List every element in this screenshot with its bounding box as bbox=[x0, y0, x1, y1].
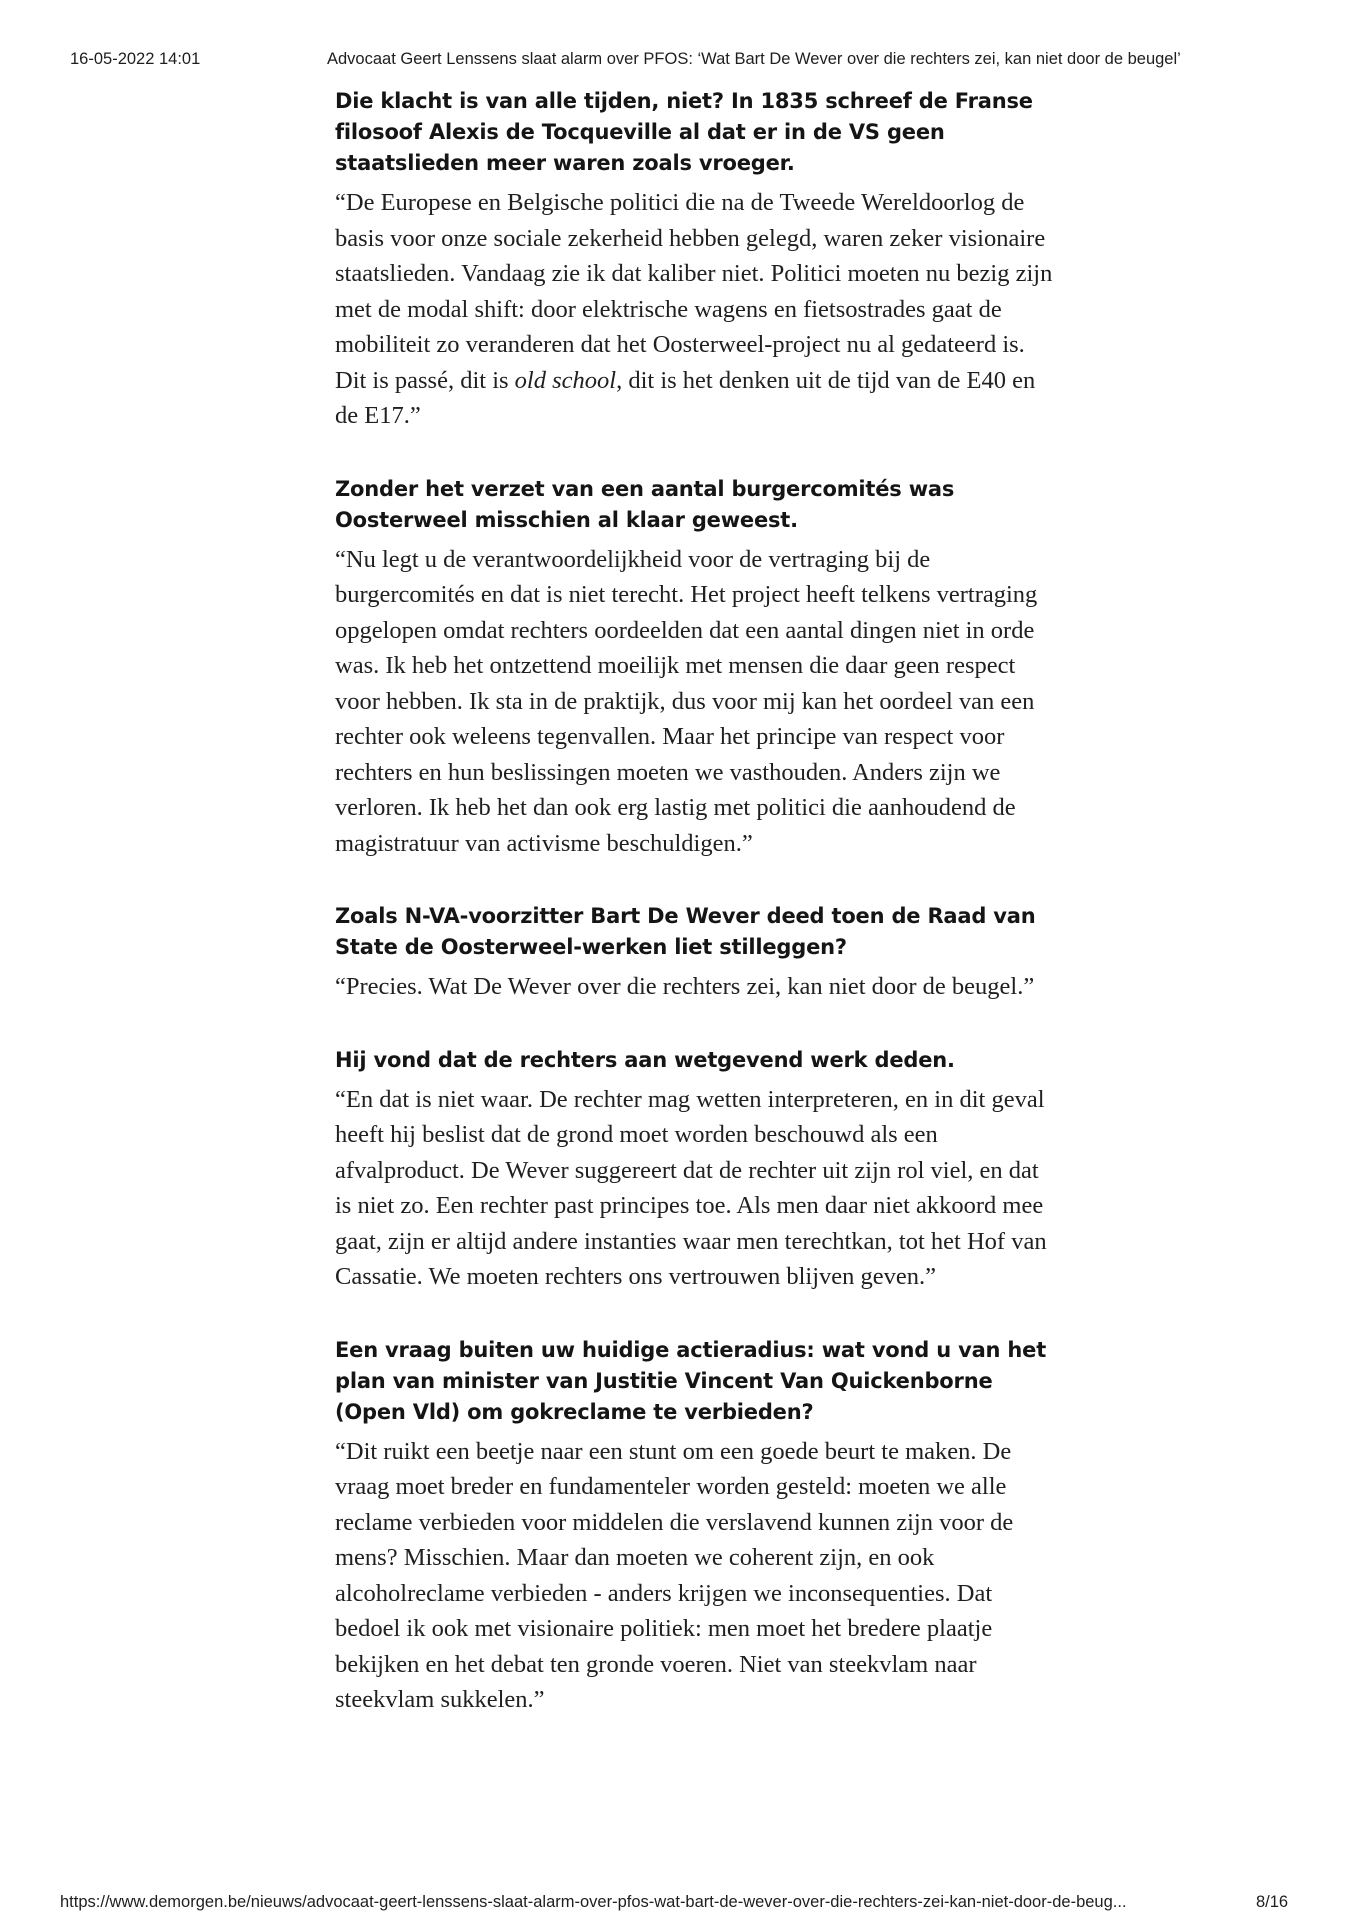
qa-block-4 bbox=[335, 1045, 1055, 1295]
print-footer bbox=[0, 1893, 1358, 1917]
interview-question: Zonder het verzet van een aantal burgercomités was Oosterweel misschien al klaar geweest. bbox=[335, 476, 955, 532]
interview-answer: “En dat is niet waar. De rechter mag wetten interpreteren, en in dit geval heeft hij beslist dat de grond moet worden beschouwd als een afvalproduct. De Wever suggereert dat de rechter uit zijn rol viel, en dat is niet zo. Een rechter past principes toe. Als men daar niet akkoord mee gaat, zijn er altijd andere instanties waar men terechtkan, tot het Hof van Cassatie. We moeten rechters ons vertrouwen blijven geven.” bbox=[335, 1085, 1047, 1290]
print-date: 16-05-2022 14:01 bbox=[70, 50, 201, 68]
print-page-title: Advocaat Geert Lenssens slaat alarm over PFOS: ‘Wat Bart De Wever over die rechters zei, kan niet door de beugel’ bbox=[327, 50, 1181, 68]
interview-question: Hij vond dat de rechters aan wetgevend werk deden. bbox=[335, 1047, 955, 1072]
qa-block-1 bbox=[335, 86, 1055, 434]
interview-answer: “Precies. Wat De Wever over die rechters zei, kan niet door de beugel.” bbox=[335, 973, 1035, 1000]
qa-block-3 bbox=[335, 901, 1055, 1005]
interview-question: Die klacht is van alle tijden, niet? In 1835 schreef de Franse filosoof Alexis de Tocqueville al dat er in de VS geen staatslieden meer waren zoals vroeger. bbox=[335, 89, 1033, 175]
print-page-number: 8/16 bbox=[1256, 1893, 1289, 1911]
answer-emphasis: old school bbox=[514, 366, 617, 394]
qa-block-5 bbox=[335, 1335, 1055, 1718]
interview-question: Een vraag buiten uw huidige actieradius: wat vond u van het plan van minister van Justitie Vincent Van Quickenborne (Open Vld) om gokreclame te verbieden? bbox=[335, 1337, 1047, 1424]
interview-question: Zoals N-VA-voorzitter Bart De Wever deed toen de Raad van State de Oosterweel-werken liet stilleggen? bbox=[335, 904, 1036, 959]
interview-answer: “Nu legt u de verantwoordelijkheid voor de vertraging bij de burgercomités en dat is niet terecht. Het project heeft telkens vertraging opgelopen omdat rechters oordeelden dat een aantal dingen niet in orde was. Ik heb het ontzettend moeilijk met mensen die daar geen respect voor hebben. Ik sta in de praktijk, dus voor mij kan het oordeel van een rechter ook weleens tegenvallen. Maar het principe van respect voor rechters en hun beslissingen moeten we vasthouden. Anders zijn we verloren. Ik heb het dan ook erg lastig met politici die aanhoudend de magistratuur van activisme beschuldigen.” bbox=[335, 545, 1038, 857]
qa-block-2 bbox=[335, 474, 1055, 862]
article-body bbox=[335, 86, 1055, 1758]
print-header bbox=[0, 50, 1358, 74]
interview-answer bbox=[335, 185, 1055, 434]
answer-text: “De Europese en Belgische politici die na de Tweede Wereldoorlog de basis voor onze sociale zekerheid hebben gelegd, waren zeker visionaire staatslieden. Vandaag zie ik dat kaliber niet. Politici moeten nu bezig zijn met de modal shift: door elektrische wagens en fietsostrades gaat de mobiliteit zo veranderen dat het Oosterweel-project nu al gedateerd is. Dit is passé, dit is bbox=[335, 189, 1053, 394]
print-url: https://www.demorgen.be/nieuws/advocaat-geert-lenssens-slaat-alarm-over-pfos-wat-bart-de-wever-over-die-rechters-zei-kan-niet-door-de-beug... bbox=[60, 1893, 1127, 1911]
answer-text: , dit is het denken uit de tijd van de E40 en de E17.” bbox=[335, 366, 1036, 429]
interview-answer: “Dit ruikt een beetje naar een stunt om een goede beurt te maken. De vraag moet breder en fundamenteler worden gesteld: moeten we alle reclame verbieden voor middelen die verslavend kunnen zijn voor de mens? Misschien. Maar dan moeten we coherent zijn, en ook alcoholreclame verbieden - anders krijgen we inconsequenties. Dat bedoel ik ook met visionaire politiek: men moet het bredere plaatje bekijken en het debat ten gronde voeren. Niet van steekvlam naar steekvlam sukkelen.” bbox=[335, 1437, 1014, 1713]
